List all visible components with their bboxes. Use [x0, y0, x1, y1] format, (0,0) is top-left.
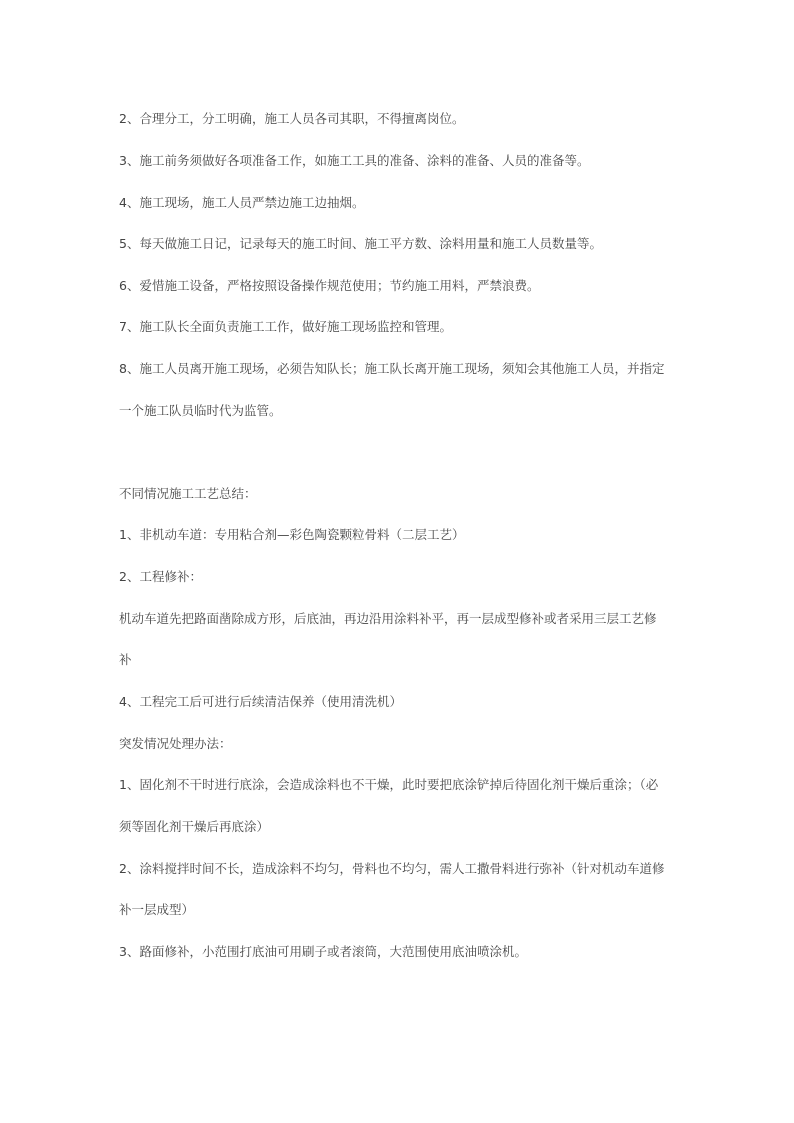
rule-item-3: 3、施工前务须做好各项准备工作，如施工工具的准备、涂料的准备、人员的准备等。 [119, 153, 590, 168]
emergency-item-2-continued: 补一层成型） [119, 902, 195, 917]
emergency-item-2: 2、涂料搅拌时间不长，造成涂料不均匀，骨料也不均匀，需人工撒骨料进行弥补（针对机动车道修 [119, 861, 665, 876]
rule-item-7: 7、施工队长全面负责施工工作，做好施工现场监控和管理。 [119, 319, 452, 334]
rule-item-8-continued: 一个施工队员临时代为监管。 [119, 403, 282, 418]
emergency-heading: 突发情况处理办法： [119, 736, 232, 751]
rule-item-2: 2、合理分工，分工明确，施工人员各司其职，不得擅离岗位。 [119, 111, 465, 126]
process-item-1: 1、非机动车道：专用粘合剂—彩色陶瓷颗粒骨料（二层工艺） [119, 527, 465, 542]
process-heading: 不同情况施工工艺总结： [119, 486, 257, 501]
emergency-item-1: 1、固化剂不干时进行底涂，会造成涂料也不干燥，此时要把底涂铲掉后待固化剂干燥后重涂；（必 [119, 777, 659, 792]
rule-item-8: 8、施工人员离开施工现场，必须告知队长；施工队长离开施工现场，须知会其他施工人员，并指定 [119, 361, 665, 376]
process-item-2-detail: 机动车道先把路面凿除成方形，后底油，再边沿用涂料补平，再一层成型修补或者采用三层工艺修 [119, 611, 657, 626]
process-item-2: 2、工程修补： [119, 569, 202, 584]
rule-item-4: 4、施工现场，施工人员严禁边施工边抽烟。 [119, 195, 365, 210]
process-item-2-detail-continued: 补 [119, 652, 132, 667]
emergency-item-1-continued: 须等固化剂干燥后再底涂） [119, 819, 270, 834]
process-item-4: 4、工程完工后可进行后续清洁保养（使用清洗机） [119, 694, 402, 709]
emergency-item-3: 3、路面修补，小范围打底油可用刷子或者滚筒，大范围使用底油喷涂机。 [119, 944, 527, 959]
rule-item-5: 5、每天做施工日记，记录每天的施工时间、施工平方数、涂料用量和施工人员数量等。 [119, 236, 602, 251]
rule-item-6: 6、爱惜施工设备，严格按照设备操作规范使用；节约施工用料，严禁浪费。 [119, 278, 540, 293]
